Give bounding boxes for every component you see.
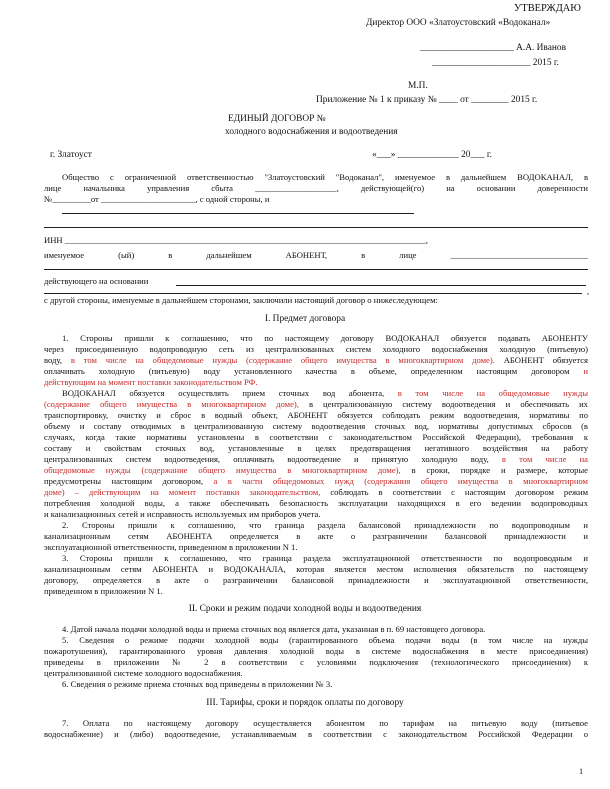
contract-city: г. Златоуст — [50, 150, 92, 160]
contract-title: ЕДИНЫЙ ДОГОВОР № — [228, 114, 326, 124]
approval-date: _____________________ 2015 г. — [432, 58, 560, 68]
s1-p2-line: составу и свойствам сточных вод, установленные в целях предотвращения негативного воздействия на работу — [44, 443, 588, 453]
text-span: централизованных систем водоотведения, оплачивать водоотведение и принятую холодную воду, — [44, 454, 489, 464]
s1-p2-line-7 — [44, 454, 588, 465]
blank-line — [44, 227, 588, 228]
page-number: 1 — [579, 767, 584, 776]
approval-signatory: ____________________ А.А. Иванов — [420, 43, 567, 53]
s1-p3-line: эксплуатационной ответственности, приведенном в приложении N 1. — [44, 542, 298, 552]
highlight-span: в том числе на общедомовые нужды (содержание общего имущества в многоквартирном доме). — [70, 355, 495, 365]
s2-p6-line: 6. Сведения о режиме приема сточных вод приведены в приложении № 3. — [62, 679, 333, 689]
s1-p2-line-8 — [44, 465, 588, 476]
text-span: оплачивать холодную (питьевую) воду установленного качества в объеме, определенном настоящим договором — [44, 366, 570, 376]
s1-p2-line: случаях, когда такие нормативы установлены в соответствии с законодательством Российской Федерации), требования к — [44, 432, 588, 442]
blank-line — [176, 285, 586, 286]
s1-p2-line-1 — [62, 388, 588, 399]
preamble-line-1: Общество с ограниченной ответственностью "Златоустовский "Водоканал", именуемое в дальнейшем ВОДОКАНАЛ, в — [62, 172, 588, 182]
highlight-span: а в части общедомовых нужд (содержания общего имущества в многоквартирном — [213, 476, 588, 486]
preamble-line-8: с другой стороны, именуемые в дальнейшем сторонами, заключили настоящий договор о нижеследующем: — [44, 295, 438, 305]
s3-p7-line: 7. Оплата по настоящему договору осуществляется абонентом по тарифам на питьевую воду (питьевое — [62, 718, 588, 728]
s1-p4-line: 3. Стороны пришли к соглашению, что граница раздела эксплуатационной ответственности по водопроводным и — [62, 553, 588, 563]
blank-line — [44, 293, 582, 294]
highlight-span: доме) – действующим на момент поставки законодательством, — [44, 487, 321, 497]
s1-p2-line: потребления холодной воды, а также обеспечивать безопасность эксплуатации находящихся в его ведении водопроводных — [44, 498, 588, 508]
blank-line — [62, 213, 414, 214]
preamble-line-3: №_________от ______________________, с одной стороны, и — [44, 194, 270, 204]
highlight-span: и — [583, 366, 588, 376]
preamble-line-7: действующего на основании — [44, 276, 149, 286]
text-span: АБОНЕНТ обязуется — [503, 355, 588, 365]
s2-p4-line: 4. Датой начала подачи холодной воды и приема сточных вод является дата, указанная в п. 69 настоящего договора. — [62, 624, 486, 634]
approval-stamp: М.П. — [408, 81, 428, 91]
s2-p5-line: приведены в приложении № 2 в соответствии с условиями подключения (технологического присоединения) к — [44, 657, 588, 667]
s2-p5-line: 5. Сведения о режиме подачи холодной воды (гарантированного объема подачи воды (в том числе на нужды — [62, 635, 588, 645]
section-3-heading: III. Тарифы, сроки и порядок оплаты по договору — [206, 698, 404, 708]
comma-mark: , — [587, 286, 590, 296]
highlight-span: в том числе на — [501, 454, 588, 464]
s1-p1-line-5: действующим на момент поставки законодательством РФ. — [44, 377, 258, 387]
contract-date: «___» _____________ 20___ г. — [372, 150, 492, 160]
s1-p4-line: договору, определяется в акте о разграничении балансовой принадлежности и эксплуатационной ответственности, — [44, 575, 588, 585]
order-appendix-line: Приложение № 1 к приказу № ____ от ________ 2015 г. — [316, 95, 538, 105]
s1-p1-line-4 — [44, 366, 588, 377]
s2-p5-line: пожаротушения), гарантированного уровня давления холодной воды в системе водоснабжения в месте присоединения) — [44, 646, 588, 656]
highlight-span: общедомовые нужды (содержание общего имущества в многоквартирном доме), — [44, 465, 401, 475]
s1-p1-line: 1. Стороны пришли к соглашению, что по настоящему договору ВОДОКАНАЛ обязуется подавать АБОНЕНТУ — [62, 333, 588, 343]
preamble-line-6: именуемое (ый) в дальнейшем АБОНЕНТ, в лице ________________________________ — [44, 250, 588, 260]
s1-p2-line-9 — [44, 476, 588, 487]
inn-line: ИНН ____________________________________________________________________________________, — [44, 235, 428, 245]
s1-p1-line: через присоединенную водопроводную сеть из централизованных систем холодного водоснабжения холодную (питьевую) — [44, 344, 588, 354]
s1-p4-line: канализационным сетям АБОНЕНТА и ВОДОКАНАЛА, которая является местом исполнения обязательств по настоящему — [44, 564, 588, 574]
s1-p3-line: 2. Стороны пришли к соглашению, что граница раздела балансовой принадлежности по водопроводным и — [62, 520, 588, 530]
text-span: соблюдать в соответствии с настоящим договором режим — [330, 487, 589, 497]
s1-p2-line: транспортировку, очистку и сброс в водный объект, АБОНЕНТ обязуется соблюдать режим водоотведения, нормативы по — [44, 410, 588, 420]
text-span: воду, — [44, 355, 63, 365]
s2-p5-line: централизованной системе холодного водоснабжения. — [44, 668, 243, 678]
contract-subtitle: холодного водоснабжения и водоотведения — [225, 127, 398, 137]
s1-p1-line-3 — [44, 355, 588, 366]
section-2-heading: II. Сроки и режим подачи холодной воды и водоотведения — [188, 604, 422, 614]
preamble-line-2: лице начальника управления сбыта ___________________, действующей(го) на основании доверенности — [44, 183, 588, 193]
text-span: в сроки, порядке и размере, которые — [411, 465, 589, 475]
blank-line — [44, 269, 588, 270]
s1-p2-line-2 — [44, 399, 588, 410]
s1-p4-line: приведенном в приложении N 1. — [44, 586, 163, 596]
approval-title: УТВЕРЖДАЮ — [514, 3, 581, 14]
s1-p2-line: объему и составу отводимых в централизованную систему водоотведения сточных вод, нормативы допустимых сбросов (в — [44, 421, 588, 431]
highlight-span: в том числе на общедомовые нужды — [397, 388, 588, 398]
highlight-span: (содержание общего имущества в многоквартирном доме), — [44, 399, 299, 409]
s3-p7-line: водоснабжение) и (либо) водоотведение, устанавливаемым в соответствии с законодательством Российской Федерации о — [44, 729, 588, 739]
s1-p2-line: и канализационных сетей и исправность используемых им приборов учета. — [44, 509, 321, 519]
text-span: ВОДОКАНАЛ обязуется осуществлять прием сточных вод абонента, — [62, 388, 385, 398]
section-1-heading: I. Предмет договора — [264, 314, 346, 324]
text-span: предусмотрены настоящим договором, — [44, 476, 204, 486]
text-span: в централизованную систему водоотведения и обеспечивать их — [308, 399, 588, 409]
s1-p3-line: канализационным сетям АБОНЕНТА определяется в акте о разграничении балансовой принадлежности и — [44, 531, 588, 541]
s1-p2-line-10 — [44, 487, 588, 498]
approval-position: Директор ООО «Златоустовский «Водоканал» — [366, 18, 551, 28]
